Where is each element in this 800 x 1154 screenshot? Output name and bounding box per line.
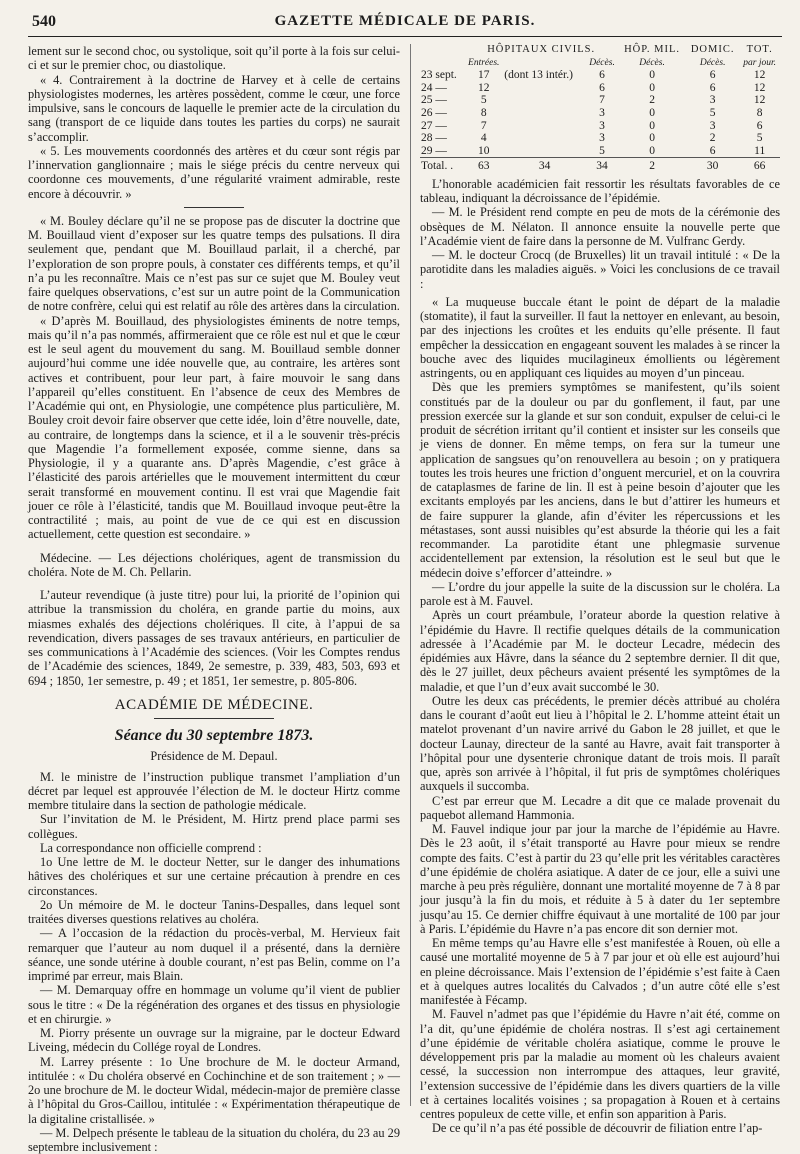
paragraph: Dès que les premiers symptômes se manifestent, qu’ils soient constitués par de la douleur ou par du gonflement, il faut, par une pression exercée sur la glande et sur son conduit, expulser de celui-ci le produit de sécrétion irritant qu’il contient et insister sur les conseils que je viens de donner. En même temps, on fera sur la tumeur une application de sangsues qu’on renouvellera au besoin ; on y pratiquera toutes les trois heures une friction d’onguent mercuriel, et on la couvrira de cataplasmes de farine de lin. Il est à peine besoin d’ajouter que les excitants employés par les anciens, dans le but d’attirer les humeurs et de faire suppurer la glande, afin d’éviter les répercussions et les métastases, sont aussi nuisibles qu’est absurde la théorie qui les a fait recommander. La parotidite étant une phlegmasie survenue accidentellement par extension, la résolution est le seul but que le médecin doive s’efforcer d’atteindre. » <box>420 380 780 580</box>
paragraph: L’auteur revendique (à juste titre) pour lui, la priorité de l’opinion qui attribue la transmission du choléra, en grande partie du moins, aux miasmes exhalés des déjections cholériques. Il cite, à l’appui de sa revendication, divers passages de ses travaux antérieurs, en particulier de ses communications à l’Académie des sciences. (Voir les Comptes rendus de l’Académie des sciences, 1849, 2e semestre, p. 339, 483, 503, 693 et 694 ; 1850, 1er semestre, p. 49 ; et 1851, 1er semestre, p. 805-806. <box>28 588 400 688</box>
table-cell: 0 <box>649 144 655 157</box>
cholera-table <box>420 44 780 173</box>
table-cell: 6 <box>709 81 716 94</box>
paragraph: — L’ordre du jour appelle la suite de la discussion sur le choléra. La parole est à M. Fauvel. <box>420 579 780 609</box>
page-number: 540 <box>32 13 56 30</box>
table-sub-header: Décès. <box>699 57 726 68</box>
table-cell: 7 <box>599 94 605 107</box>
paragraph: « La muqueuse buccale étant le point de départ de la maladie (stomatite), il faut la surveiller. Il faut la nettoyer en enlevant, au besoin, par des injections les croûtes et les enduits qu’elle présente. Il faut empêcher la dessiccation en engageant souvent les malades à se rincer la bouche avec des liquides mucilagineux émollients ou légèrement astringents, ou en appliquant ces liquides au moyen d’un pinceau. <box>420 294 780 381</box>
table-cell <box>503 107 586 120</box>
table-cell: 23 sept. <box>421 69 457 82</box>
table-cell: 5 <box>756 132 763 145</box>
table-cell: 3 <box>599 119 605 132</box>
paragraph: M. Fauvel indique jour par jour la marche de l’épidémie au Havre. Dès le 23 août, il s’était transporté au Havre pour mieux se rendre compte des faits. C’est à partir du 23 qu’elle prit les véritables caractères d’une épidémie de choléra asiatique. A dater de ce jour, elle a suivi une marche à peu près régulière, donnant une mortalité moyenne de 7 à 8 par jour jusqu’à la fin du mois, et réduite à 5 à dater du 1er septembre jusqu’au 15. Ce dernier chiffre équivaut à une mortalité de 100 par jour à Paris. L’épidémie du Havre n’a pas encore dit son dernier mot. <box>420 822 780 936</box>
table-sub-header: Entrées. <box>468 57 500 68</box>
section-title: ACADÉMIE DE MÉDECINE. <box>114 696 314 713</box>
table-cell: 12 <box>753 94 766 107</box>
table-cell: Total. . <box>420 158 464 173</box>
right-column <box>420 44 780 1136</box>
paragraph: Outre les deux cas précédents, le premier décès attribué au choléra dans le courant d’août eut lieu à l’hôpital le 2. L’homme atteint était un matelot provenant d’un navire arrivé du Gabon le 28 juillet, et que le docteur Launay, directeur de la santé au Havre, avait fait transporter à l’hôpital pour une dysenterie chronique datant de trois mois. Il paraît que, après son arrivée à l’hôpital, il fut pris de symptômes cholériques auxquels il succomba. <box>420 693 780 794</box>
table-row <box>420 107 780 120</box>
table-cell: 11 <box>754 144 766 157</box>
table-group-header: HÔPITAUX CIVILS. <box>487 44 596 55</box>
column-divider <box>410 44 411 1106</box>
table-cell: 6 <box>756 119 763 132</box>
table-cell: 26 — <box>421 106 447 119</box>
paragraph: 1o Une lettre de M. le docteur Netter, sur le danger des inhumations hâtives des cholériques et sur une certaine précaution à prendre en ces circonstances. <box>28 855 400 898</box>
table-row <box>420 94 780 107</box>
paragraph: M. Larrey présente : 1o Une brochure de M. le docteur Armand, intitulée : « Du choléra observé en Cochinchine et de son traitement ; » — 2o une brochure de M. le docteur Widal, médecin-major de première classe à l’hôpital du Gros-Caillou, intitulée : « Expérimentation thérapeutique de la digitaline cristallisée. » <box>28 1054 400 1126</box>
journal-title: GAZETTE MÉDICALE DE PARIS. <box>274 13 536 29</box>
table-cell: 34 <box>586 158 618 173</box>
table-cell: 24 — <box>421 81 447 94</box>
session-title: Séance du 30 septembre 1873. <box>114 727 314 744</box>
table-group-header: HÔP. MIL. <box>624 44 681 55</box>
table-cell: 12 <box>753 69 766 82</box>
table-cell: 66 <box>739 158 780 173</box>
paragraph: C’est par erreur que M. Lecadre a dit que ce malade provenait du paquebot allemand Hammonia. <box>420 793 780 822</box>
paragraph: — M. le Président rend compte en peu de mots de la cérémonie des obsèques de M. Nélaton. Il annonce ensuite la nouvelle perte que l’Académie vient de faire dans la personne de M. Vulfranc Gerdy. <box>420 205 780 248</box>
paragraph: L’honorable académicien fait ressortir les résultats favorables de ce tableau, indiquant la décroissance de l’épidémie. <box>420 176 780 206</box>
table-cell: 30 <box>686 158 739 173</box>
table-row <box>420 132 780 145</box>
table-cell: 12 <box>753 81 766 94</box>
table-cell: 63 <box>464 158 503 173</box>
table-cell: 0 <box>649 132 655 145</box>
table-cell: 6 <box>599 81 605 94</box>
paragraph: lement sur le second choc, ou systolique, soit qu’il porte à la fois sur celui-ci et sur le premier choc, ou diastolique. <box>28 44 400 73</box>
table-cell: 6 <box>709 69 716 82</box>
paragraph: 2o Un mémoire de M. le docteur Tanins-Despalles, dans lequel sont traitées diverses questions relatives au choléra. <box>28 897 400 926</box>
table-cell: 27 — <box>421 119 447 132</box>
table-row <box>420 145 780 158</box>
page-header <box>28 6 782 37</box>
table-cell: 3 <box>599 106 605 119</box>
table-cell: 29 — <box>421 144 447 157</box>
table-cell: (dont 13 intér.) <box>504 69 573 82</box>
table-cell <box>503 94 586 107</box>
table-cell: 12 <box>477 81 490 94</box>
table-sub-header: Décès. <box>589 57 615 68</box>
presidency-line: Présidence de M. Depaul. <box>150 749 278 764</box>
paragraph: « D’après M. Bouillaud, des physiologistes éminents de notre temps, mais qu’il n’a pas nommés, affirmeraient que ce rôle est nul et que le cœur est le seul agent du mouvement du sang. M. Bouillaud semble donner aujourd’hui comme une idée nouvelle que, au contraire, les artères sont actives et contribuent, pour leur part, à faire mouvoir le sang dans l’appareil qu’elles constituent. En l’absence de ceux des Membres de l’Académie qui ont, en Physiologie, une compétence plus particulière, M. Bouley croit devoir faire observer que cette idée, loin d’être nouvelle, date, au contraire, de longtemps dans la science, et il a le souvenir très-précis que Magendie l’a formellement exposée, comme sienne, dans sa Physiologie, il y a quarante ans. D’après Magendie, c’est grâce à l’élasticité des parois artérielles que le mouvement intermittent du cœur serait transformé en mouvement continu. Il est vrai que Magendie fait jouer ce rôle à l’élasticité, tandis que M. Bouillaud invoque peut-être la contractilité ; mais, au point de vue de ce qui est en discussion actuellement, cette question est secondaire. » <box>28 313 400 542</box>
table-cell: 10 <box>477 144 490 157</box>
table-cell: 6 <box>599 69 605 82</box>
table-cell: 0 <box>649 119 655 132</box>
table-cell: 7 <box>480 119 487 132</box>
table-cell: 2 <box>649 94 655 107</box>
paragraph: De ce qu’il n’a pas été possible de découvrir de filiation entre l’ap- <box>432 1121 763 1136</box>
article-heading: Médecine. — Les déjections cholériques, agent de transmission du choléra. Note de M. Ch. Pellarin. <box>28 550 400 579</box>
table-cell: 5 <box>599 144 605 157</box>
table-row <box>420 120 780 133</box>
table-cell: 3 <box>709 94 716 107</box>
table-cell: 5 <box>480 94 487 107</box>
table-sub-header: Décès. <box>639 57 665 68</box>
table-cell: 8 <box>756 106 763 119</box>
table-group-header: DOMIC. <box>690 44 735 55</box>
left-column <box>28 44 400 1154</box>
paragraph: — A l’occasion de la rédaction du procès-verbal, M. Hervieux fait remarquer que l’auteur au nom duquel il a présenté, dans la dernière séance, une sonde utérine à double courant, n’est pas Belin, comme on l’a imprimé par erreur, mais Blain. <box>28 926 400 983</box>
table-cell: 28 — <box>421 132 447 145</box>
table-cell: 34 <box>503 158 586 173</box>
paragraph: La correspondance non officielle comprend : <box>40 840 262 855</box>
table-cell: 0 <box>649 81 655 94</box>
table-cell: 4 <box>480 132 487 145</box>
paragraph: M. Piorry présente un ouvrage sur la migraine, par le docteur Edward Liveing, médecin du Collége royal de Londres. <box>28 1026 400 1055</box>
separator-rule <box>184 207 244 208</box>
table-cell: 25 — <box>421 94 447 107</box>
table-row <box>420 69 780 82</box>
paragraph: — M. Delpech présente le tableau de la situation du choléra, du 23 au 29 septembre inclusivement : <box>28 1125 400 1154</box>
paragraph: — M. le docteur Crocq (de Bruxelles) lit un travail intitulé : « De la parotidite dans les maladies aiguës. » Voici les conclusions de ce travail : <box>420 248 780 291</box>
paragraph: Après un court préambule, l’orateur aborde la question relative à l’épidémie du Havre. Il rectifie quelques détails de la communication adressée à l’Académie par M. le docteur Lecadre, médecin des épidémies aux Hâvre, dans la séance du 2 septembre dernier. Il dit que, dès le 27 juillet, deux pêcheurs avaient présenté les symptômes de la maladie, et que l’un d’eux avait succombé le 30. <box>420 608 780 694</box>
table-group-header: TOT. <box>746 44 773 55</box>
paragraph: M. le ministre de l’instruction publique transmet l’ampliation d’un décret par lequel est approuvée l’élection de M. le docteur Hirtz comme membre titulaire dans la section de pathologie médicale. <box>28 769 400 812</box>
table-cell: 0 <box>649 106 655 119</box>
table-cell: 3 <box>599 132 605 145</box>
table-cell <box>503 132 586 145</box>
table-cell <box>503 82 586 95</box>
paragraph: « 4. Contrairement à la doctrine de Harvey et à celle de certains physiologistes modernes, les artères possèdent, comme le cœur, une force impulsive, sans le concours de laquelle le premier acte de la circulation du sang (transport de ce liquide dans toutes les parties du corps) ne saurait s’accomplir. <box>28 72 400 144</box>
paragraph: — M. Demarquay offre en hommage un volume qu’il vient de publier sous le titre : « De la régénération des organes et des tissus en physiologie et en chirurgie. » <box>28 983 400 1026</box>
table-cell: 5 <box>709 106 716 119</box>
table-sub-header: par jour. <box>743 57 777 68</box>
paragraph: « M. Bouley déclare qu’il ne se propose pas de discuter la doctrine que M. Bouillaud vient d’exposer sur les quatre temps des pulsations. Il dira seulement que, pendant que M. Bouillaud parlait, il a cherché, par l’exploration de son propre pouls, à constater ces différents temps, et qu’il n’a pu les reconnaître. Mais ce n’est pas sur ce sujet que M. Bouley veut faire quelques observations, c’est sur un autre point de la Communication de notre confrère, celui qui est relatif au rôle des artères dans la circulation. <box>28 213 400 314</box>
paragraph: En même temps qu’au Havre elle s’est manifestée à Rouen, où elle a causé une mortalité moyenne de 5 à 7 par jour et où elle est aujourd’hui en pleine décroissance. Mais l’extension de l’épidémie s’est faite à Caen et à quelques autres localités du Calvados ; d’un autre côté elle s’est manifestée à Fécamp. <box>420 936 780 1008</box>
table-cell: 0 <box>649 69 655 82</box>
paragraph: « 5. Les mouvements coordonnés des artères et du cœur sont régis par l’innervation ganglionnaire ; mais le siége précis du centre nerveux qui coordonne ces mouvements, d’une régularité vraiment admirable, reste encore à découvrir. » <box>28 143 400 201</box>
table-cell: 2 <box>618 158 686 173</box>
table-cell: 3 <box>709 119 716 132</box>
table-row <box>420 82 780 95</box>
table-cell: 6 <box>709 144 716 157</box>
paragraph: Sur l’invitation de M. le Président, M. Hirtz prend place parmi ses collègues. <box>28 812 400 841</box>
table-cell <box>503 145 586 158</box>
table-total-row <box>420 158 780 173</box>
paragraph: M. Fauvel n’admet pas que l’épidémie du Havre n’ait été, comme on l’a dit, qu’une épidémie de choléra nostras. Il s’est agi certainement d’une épidémie de véritable choléra asiatique, comme le prouve le développement pris par la maladie au moment où les chaleurs avaient cessé, la succession non interrompue des attaques, leur gravité, l’extension successive de l’épidémie dans les divers quartiers de la ville et à certaines localités voisines ; sa propagation à Rouen et à certains centres populeux de cette ville, et enfin son apparition à Paris. <box>420 1007 780 1122</box>
table-cell: 17 <box>477 69 490 82</box>
table-cell: 8 <box>480 106 487 119</box>
table-cell: 2 <box>709 132 716 145</box>
table-cell <box>503 120 586 133</box>
separator-rule <box>154 718 274 719</box>
